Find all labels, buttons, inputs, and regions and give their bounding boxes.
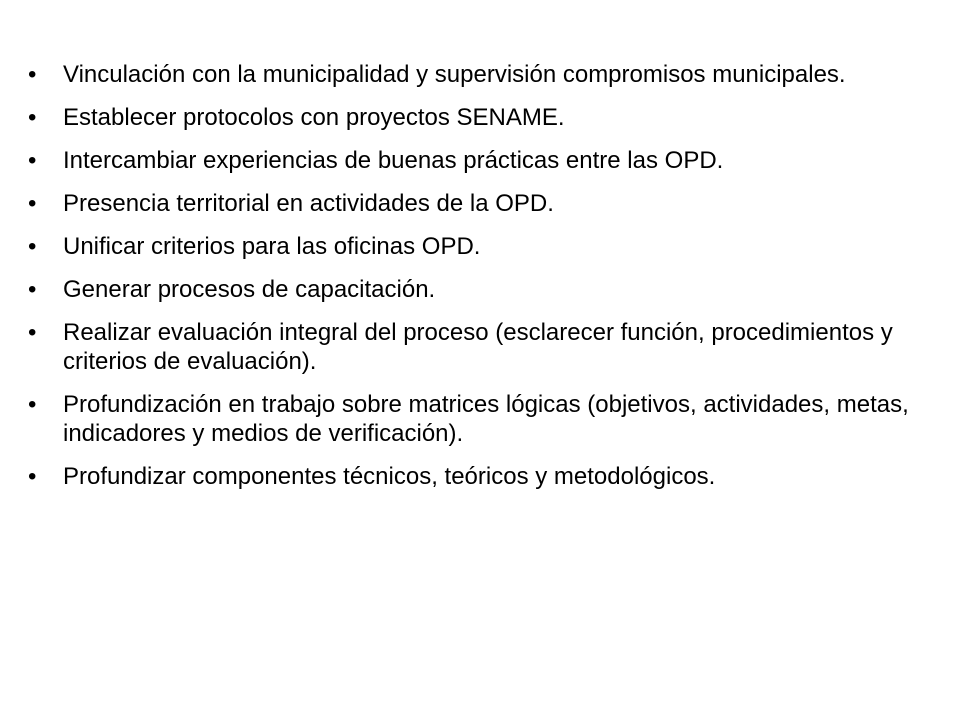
bullet-list (28, 60, 928, 505)
bullet-icon: • (28, 104, 37, 131)
bullet-text: Profundización en trabajo sobre matrices lógicas (objetivos, actividades, metas, indicadores y medios de verificación). (63, 391, 909, 447)
bullet-icon: • (28, 147, 37, 174)
bullet-icon: • (28, 190, 37, 217)
bullet-item (28, 390, 928, 448)
bullet-item (28, 232, 928, 261)
bullet-item (28, 275, 928, 304)
bullet-item (28, 146, 928, 175)
bullet-item (28, 318, 928, 376)
bullet-item (28, 103, 928, 132)
bullet-icon: • (28, 391, 37, 418)
bullet-icon: • (28, 463, 37, 490)
bullet-text: Unificar criterios para las oficinas OPD. (63, 233, 481, 260)
bullet-icon: • (28, 276, 37, 303)
bullet-text: Vinculación con la municipalidad y supervisión compromisos municipales. (63, 61, 846, 88)
bullet-text: Profundizar componentes técnicos, teóricos y metodológicos. (63, 463, 716, 490)
bullet-text: Establecer protocolos con proyectos SENAME. (63, 104, 565, 131)
bullet-text: Generar procesos de capacitación. (63, 276, 436, 303)
bullet-icon: • (28, 319, 37, 346)
bullet-text: Realizar evaluación integral del proceso (esclarecer función, procedimientos y criterios de evaluación). (63, 319, 893, 375)
bullet-item (28, 462, 928, 491)
bullet-text: Intercambiar experiencias de buenas prácticas entre las OPD. (63, 147, 724, 174)
bullet-text: Presencia territorial en actividades de la OPD. (63, 190, 554, 217)
bullet-item (28, 60, 928, 89)
bullet-icon: • (28, 233, 37, 260)
bullet-icon: • (28, 61, 37, 88)
bullet-item (28, 189, 928, 218)
